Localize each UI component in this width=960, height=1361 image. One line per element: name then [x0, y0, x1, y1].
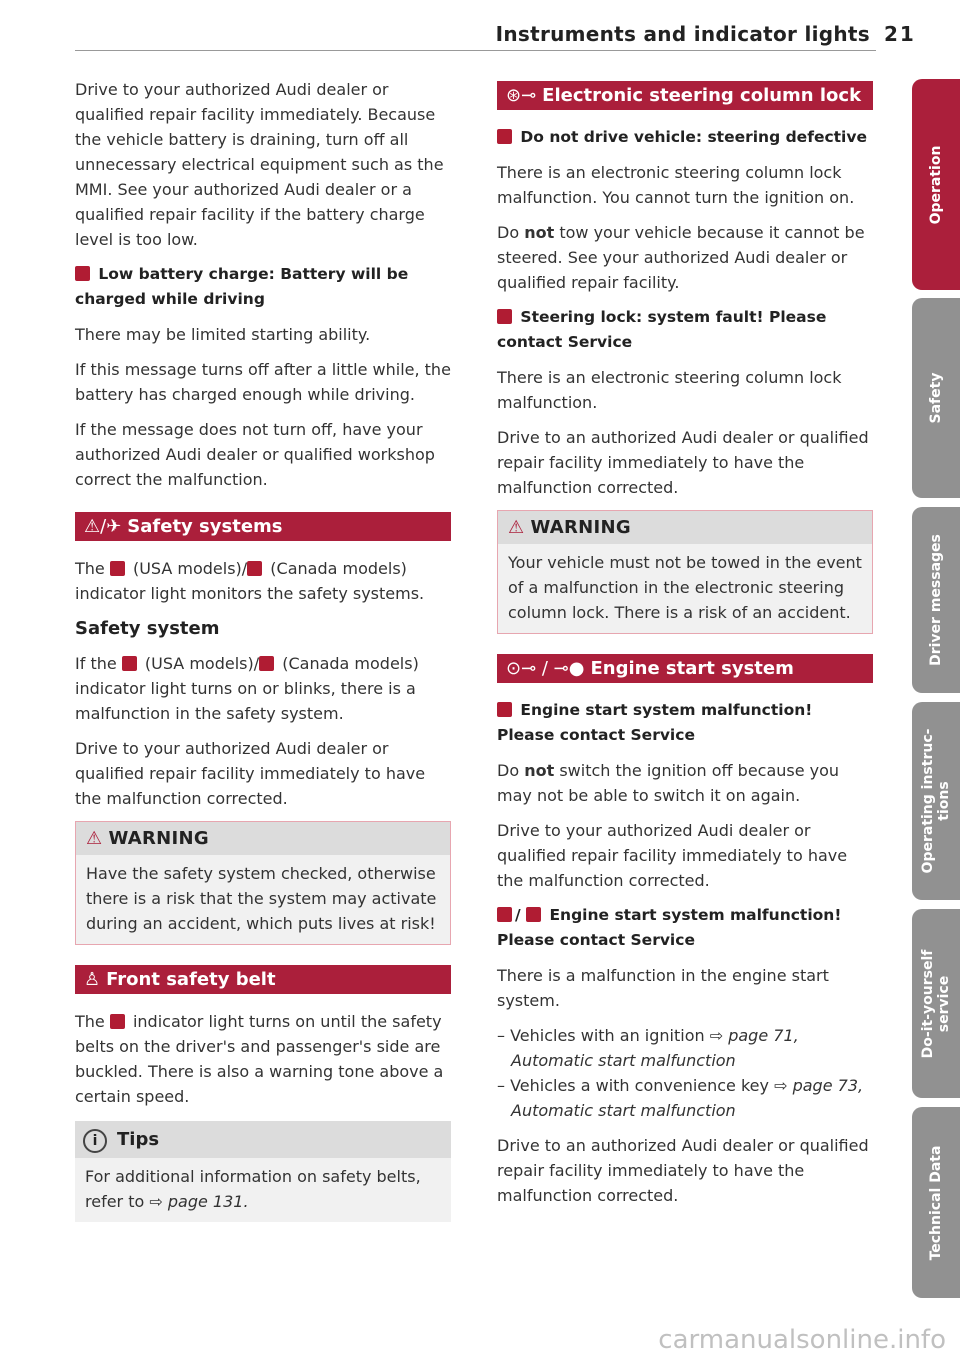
list-item: – Vehicles a with convenience key ⇨ page 73, Automatic start malfunction [497, 1076, 864, 1120]
right-column [497, 77, 873, 1218]
section-header-safety-systems: ⚠/✈ Safety systems [75, 512, 451, 541]
key-icon: ⊙⊸ / ⊸● [506, 658, 585, 679]
paragraph: There is a malfunction in the engine start system. [497, 966, 829, 1010]
paragraph: Drive to your authorized Audi dealer or qualified repair facility immediately. Because the vehicle battery is draining, turn off all unnecessary electrical equipment such as the MMI. See your authorized Audi dealer or a qualified repair facility if the battery charge level is too low. [75, 80, 444, 249]
steering-lock-icon: ⊛⊸ [506, 85, 537, 106]
engine-start-indicator-icon [497, 907, 512, 922]
paragraph: If the message does not turn off, have your authorized Audi dealer or qualified workshop correct the malfunction. [75, 420, 435, 489]
tab-do-it-yourself-service[interactable]: Do-it-yourself service [912, 909, 960, 1098]
battery-warning-icon [75, 266, 90, 281]
paragraph: There may be limited starting ability. [75, 325, 371, 344]
seatbelt-icon: ♙ [84, 969, 101, 990]
warning-box: ⚠ WARNING Have the safety system checked, otherwise there is a risk that the system may activate during an accident, which puts lives at risk! [75, 821, 451, 945]
left-column [75, 77, 451, 1222]
info-icon: i [83, 1129, 107, 1153]
list-item: – Vehicles with an ignition ⇨ page 71, Automatic start malfunction [497, 1026, 799, 1070]
low-battery-heading: Low battery charge: Battery will be charged while driving [75, 265, 409, 308]
paragraph: Drive to your authorized Audi dealer or qualified repair facility immediately to have the malfunction corrected. [497, 821, 848, 890]
page-reference-link[interactable]: ⇨ page 131. [149, 1192, 249, 1211]
page-header-title: Instruments and indicator lights [495, 22, 870, 46]
warning-text: Have the safety system checked, otherwise there is a risk that the system may activate during an accident, which puts lives at risk! [76, 855, 450, 944]
paragraph: If this message turns off after a little while, the battery has charged enough while driving. [75, 360, 451, 404]
seat-occupancy-icon [247, 561, 262, 576]
seatbelt-indicator-icon [110, 1014, 125, 1029]
airbag-seat-icon: ⚠/✈ [84, 516, 122, 537]
warning-box: ⚠ WARNING Your vehicle must not be towed in the event of a malfunction in the electronic steering column lock. There is a risk of an accident. [497, 510, 873, 634]
warning-triangle-icon: ⚠ [508, 517, 525, 538]
safety-system-subheading: Safety system [75, 618, 220, 639]
warning-triangle-icon: ⚠ [86, 828, 103, 849]
engine-start-malfunction-heading-2: / Engine start system malfunction! Please contact Service [497, 906, 842, 949]
steering-lock-indicator-icon [497, 309, 512, 324]
paragraph: The indicator light turns on until the safety belts on the driver's and passenger's side are buckled. There is also a warning tone above a certain speed. [75, 1012, 444, 1106]
paragraph: If the (USA models)/ (Canada models) indicator light turns on or blinks, there is a malfunction in the safety system. [75, 654, 419, 723]
paragraph: Do not switch the ignition off because you may not be able to switch it on again. [497, 761, 840, 805]
paragraph: The (USA models)/ (Canada models) indicator light monitors the safety systems. [75, 559, 425, 603]
page-reference-link[interactable]: ⇨ page 71, Automatic start malfunction [511, 1026, 799, 1070]
paragraph: Drive to an authorized Audi dealer or qualified repair facility immediately to have the malfunction corrected. [497, 1136, 869, 1205]
section-header-front-safety-belt: ♙ Front safety belt [75, 965, 451, 994]
tab-operation[interactable]: Operation [912, 79, 960, 290]
page-reference-link[interactable]: ⇨ page 73, Automatic start malfunction [511, 1076, 864, 1120]
tab-operating-instructions[interactable]: Operating instruc- tions [912, 702, 960, 900]
engine-start-indicator-icon [497, 702, 512, 717]
page-number: 21 [884, 22, 916, 46]
paragraph: There is an electronic steering column lock malfunction. You cannot turn the ignition on. [497, 163, 855, 207]
section-header-steering-lock: ⊛⊸ Electronic steering column lock [497, 81, 873, 110]
tab-driver-messages[interactable]: Driver messages [912, 507, 960, 693]
steering-defective-heading: Do not drive vehicle: steering defective [497, 125, 873, 150]
airbag-indicator-icon [110, 561, 125, 576]
engine-start-malfunction-heading: Engine start system malfunction! Please contact Service [497, 701, 813, 744]
airbag-indicator-icon [122, 656, 137, 671]
paragraph: Drive to an authorized Audi dealer or qualified repair facility immediately to have the malfunction corrected. [497, 428, 869, 497]
tab-technical-data[interactable]: Technical Data [912, 1107, 960, 1298]
steering-lock-indicator-icon [497, 129, 512, 144]
watermark: carmanualsonline.info [658, 1325, 946, 1355]
section-header-engine-start: ⊙⊸ / ⊸● Engine start system [497, 654, 873, 683]
paragraph: Drive to your authorized Audi dealer or qualified repair facility immediately to have the malfunction corrected. [75, 739, 426, 808]
tips-text: For additional information on safety belts, refer to [85, 1167, 421, 1211]
warning-text: Your vehicle must not be towed in the event of a malfunction in the electronic steering column lock. There is a risk of an accident. [498, 544, 872, 633]
header-divider [75, 50, 876, 51]
tab-safety[interactable]: Safety [912, 298, 960, 498]
steering-lock-fault-heading: Steering lock: system fault! Please contact Service [497, 308, 827, 351]
tips-box: i Tips For additional information on safety belts, refer to ⇨ page 131. [75, 1121, 451, 1222]
paragraph: There is an electronic steering column lock malfunction. [497, 368, 842, 412]
convenience-key-indicator-icon [526, 907, 541, 922]
seat-occupancy-icon [259, 656, 274, 671]
paragraph: Do not tow your vehicle because it cannot be steered. See your authorized Audi dealer or qualified repair facility. [497, 223, 865, 292]
